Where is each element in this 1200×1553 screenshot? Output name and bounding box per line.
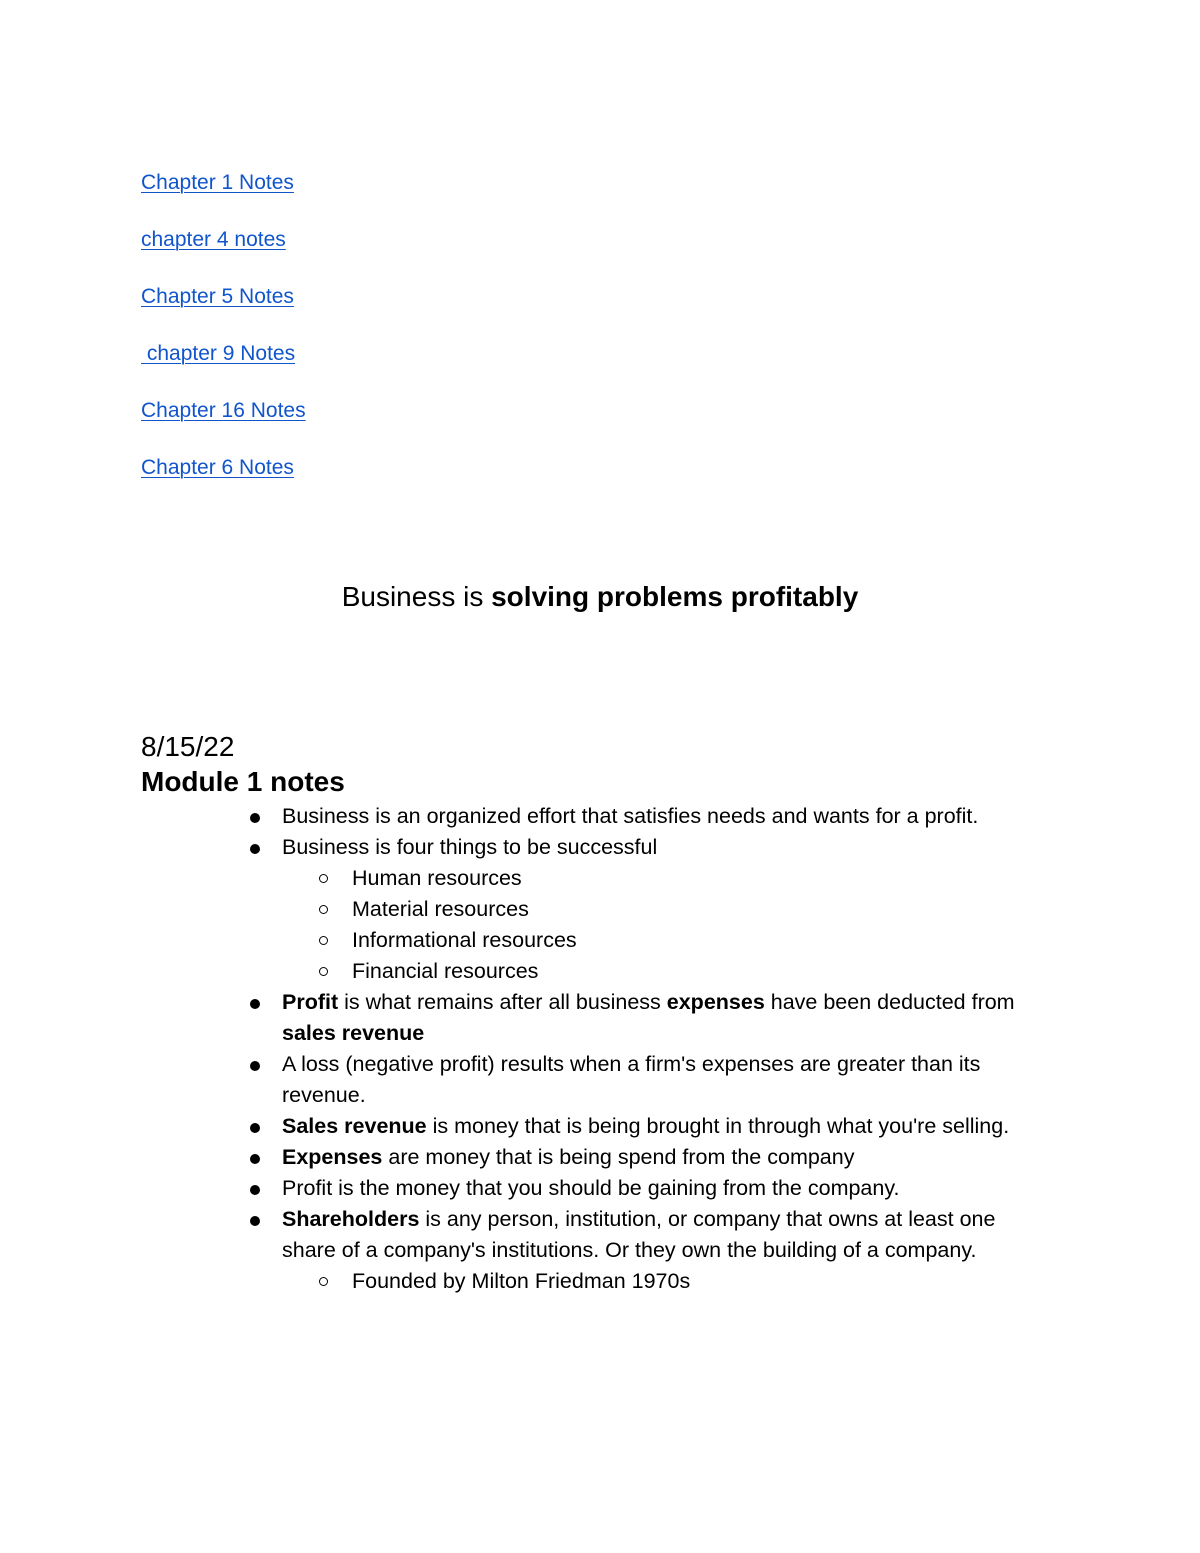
sub-list-item-text: Material resources [352,897,529,921]
bullet-dot-icon [250,1061,260,1071]
list-item [0,801,1052,832]
bullet-dot-icon [250,999,260,1009]
headline-plain: Business is [341,581,492,612]
module-title: Module 1 notes [141,766,345,797]
sub-list-item [0,863,1052,894]
sub-list-item [0,1266,1052,1297]
list-item-text [282,1207,1001,1262]
bullet-ring-icon [319,936,328,945]
bullet-ring-icon [319,1277,328,1286]
text-segment: have been deducted from [764,990,1021,1014]
list-item-text: Business is an organized effort that satisfies needs and wants for a profit. [282,804,979,828]
bullet-dot-icon [250,813,260,823]
date-heading: 8/15/22 [141,731,235,762]
list-item [0,1173,1052,1204]
bullet-dot-icon [250,1154,260,1164]
list-item-text: A loss (negative profit) results when a firm's expenses are greater than its revenue. [282,1052,981,1107]
bullet-dot-icon [250,1123,260,1133]
bullet-ring-icon [319,967,328,976]
sub-list-item [0,925,1052,956]
link-chapter-4-notes[interactable]: chapter 4 notes [141,228,286,251]
sub-list-item [0,894,1052,925]
sub-list-item [0,956,1052,987]
link-chapter-9-notes[interactable]: chapter 9 Notes [141,342,296,365]
headline [0,580,1200,614]
list-item-text: Business is four things to be successful [282,835,658,859]
term-expenses: Expenses [282,1145,383,1169]
bullet-dot-icon [250,844,260,854]
sub-list-item-text: Founded by Milton Friedman 1970s [352,1269,691,1293]
text-segment: is money that is being brought in through what you're selling. [426,1114,1010,1138]
link-chapter-1-notes[interactable]: Chapter 1 Notes [141,171,294,194]
list-item-text: Profit is the money that you should be gaining from the company. [282,1176,900,1200]
list-item [0,1111,1052,1142]
term-profit: Profit [282,990,339,1014]
link-chapter-16-notes[interactable]: Chapter 16 Notes [141,399,306,422]
list-item-text [282,1145,854,1169]
list-item-text [282,990,1021,1045]
bullet-dot-icon [250,1216,260,1226]
term-sales-revenue: Sales revenue [282,1114,427,1138]
bullet-ring-icon [319,874,328,883]
text-segment: are money that is being spend from the company [382,1145,855,1169]
headline-bold: solving problems profitably [491,581,859,612]
sub-list-item-text: Human resources [352,866,522,890]
term-sales-revenue: sales revenue [282,1021,425,1045]
bullet-ring-icon [319,905,328,914]
notes-list [0,801,1200,1297]
list-item [0,832,1052,863]
text-segment: is what remains after all business [338,990,667,1014]
link-chapter-6-notes[interactable]: Chapter 6 Notes [141,456,294,479]
term-expenses: expenses [666,990,765,1014]
text-segment: is any person, institution, or company that owns at least one share of a company's institutions. Or they own the building of a company. [282,1207,1002,1262]
sub-list-item-text: Financial resources [352,959,539,983]
list-item-text [282,1114,1009,1138]
sub-list-item-text: Informational resources [352,928,577,952]
list-item [0,1049,1052,1111]
list-item [0,1142,1052,1173]
list-item [0,987,1052,1049]
list-item [0,1204,1052,1266]
term-shareholders: Shareholders [282,1207,420,1231]
bullet-dot-icon [250,1185,260,1195]
link-chapter-5-notes[interactable]: Chapter 5 Notes [141,285,294,308]
